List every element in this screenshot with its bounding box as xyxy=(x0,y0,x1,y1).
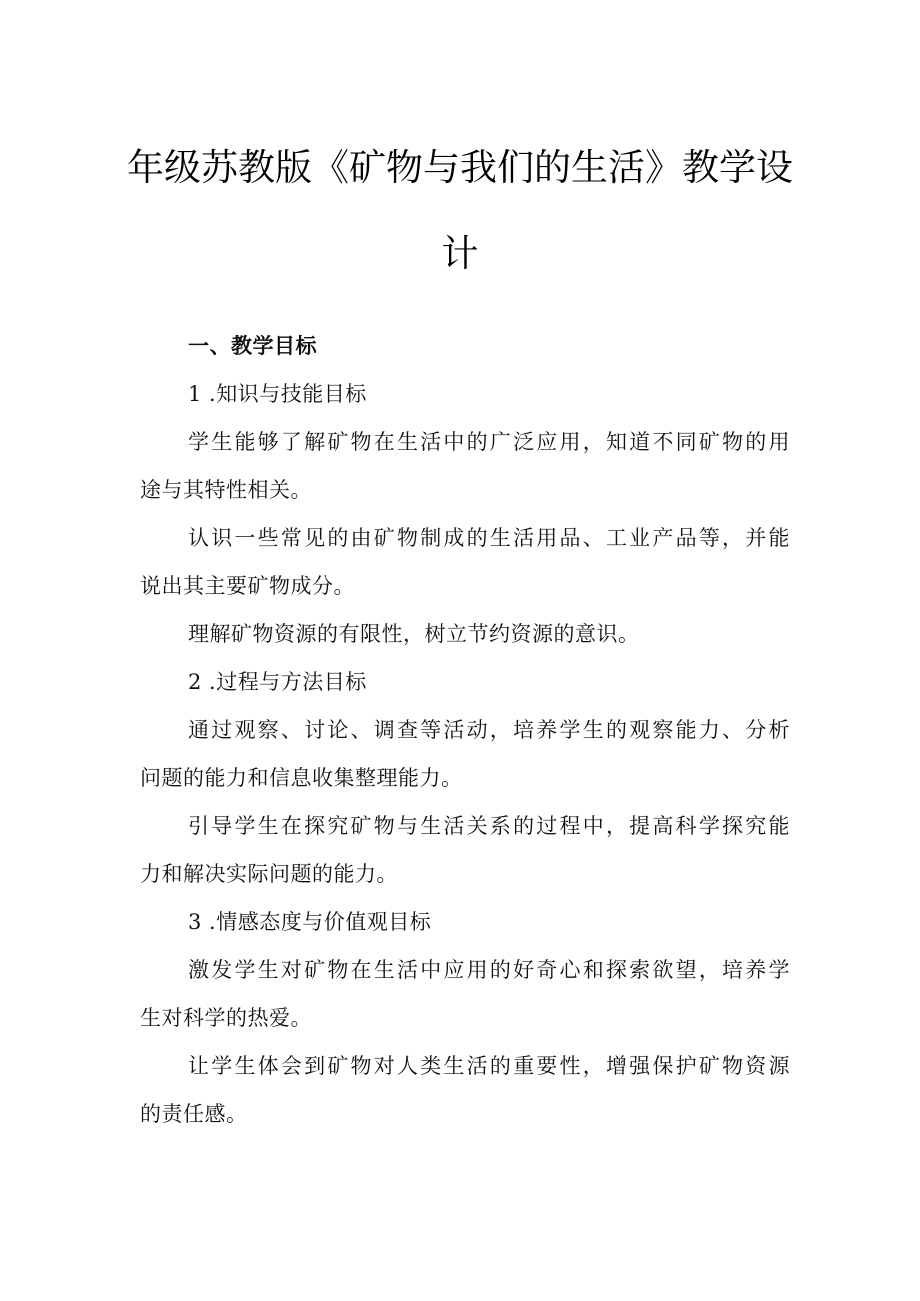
paragraph-line: 问题的能力和信息收集整理能力。 xyxy=(140,766,463,790)
paragraph-line: 激发学生对矿物在生活中应用的好奇心和探索欲望，培养学 xyxy=(188,958,790,982)
paragraph-line: 生对科学的热爱。 xyxy=(140,1006,312,1030)
section-heading-teaching-goals: 一、教学目标 xyxy=(188,334,317,358)
paragraph-line: 力和解决实际问题的能力。 xyxy=(140,862,398,886)
paragraph-line: 让学生体会到矿物对人类生活的重要性，增强保护矿物资源 xyxy=(188,1054,790,1078)
paragraph-line: 的责任感。 xyxy=(140,1102,248,1126)
paragraph-line: 说出其主要矿物成分。 xyxy=(140,574,355,598)
subheading-process-methods: 2 .过程与方法目标 xyxy=(188,670,367,694)
paragraph-line: 途与其特性相关。 xyxy=(140,478,312,502)
paragraph-line: 理解矿物资源的有限性，树立节约资源的意识。 xyxy=(188,622,640,646)
paragraph-line: 引导学生在探究矿物与生活关系的过程中，提高科学探究能 xyxy=(188,814,790,838)
paragraph-line: 通过观察、讨论、调查等活动，培养学生的观察能力、分析 xyxy=(188,718,790,742)
document-title-line2: 计 xyxy=(441,232,479,275)
document-title-line1: 年级苏教版《矿物与我们的生活》教学设 xyxy=(127,146,793,189)
subheading-knowledge-skills: 1 .知识与技能目标 xyxy=(188,382,367,406)
document-body xyxy=(140,322,790,1138)
paragraph-line: 认识一些常见的由矿物制成的生活用品、工业产品等，并能 xyxy=(188,526,790,550)
subheading-emotion-values: 3 .情感态度与价值观目标 xyxy=(188,910,432,934)
paragraph-line: 学生能够了解矿物在生活中的广泛应用，知道不同矿物的用 xyxy=(188,430,790,454)
